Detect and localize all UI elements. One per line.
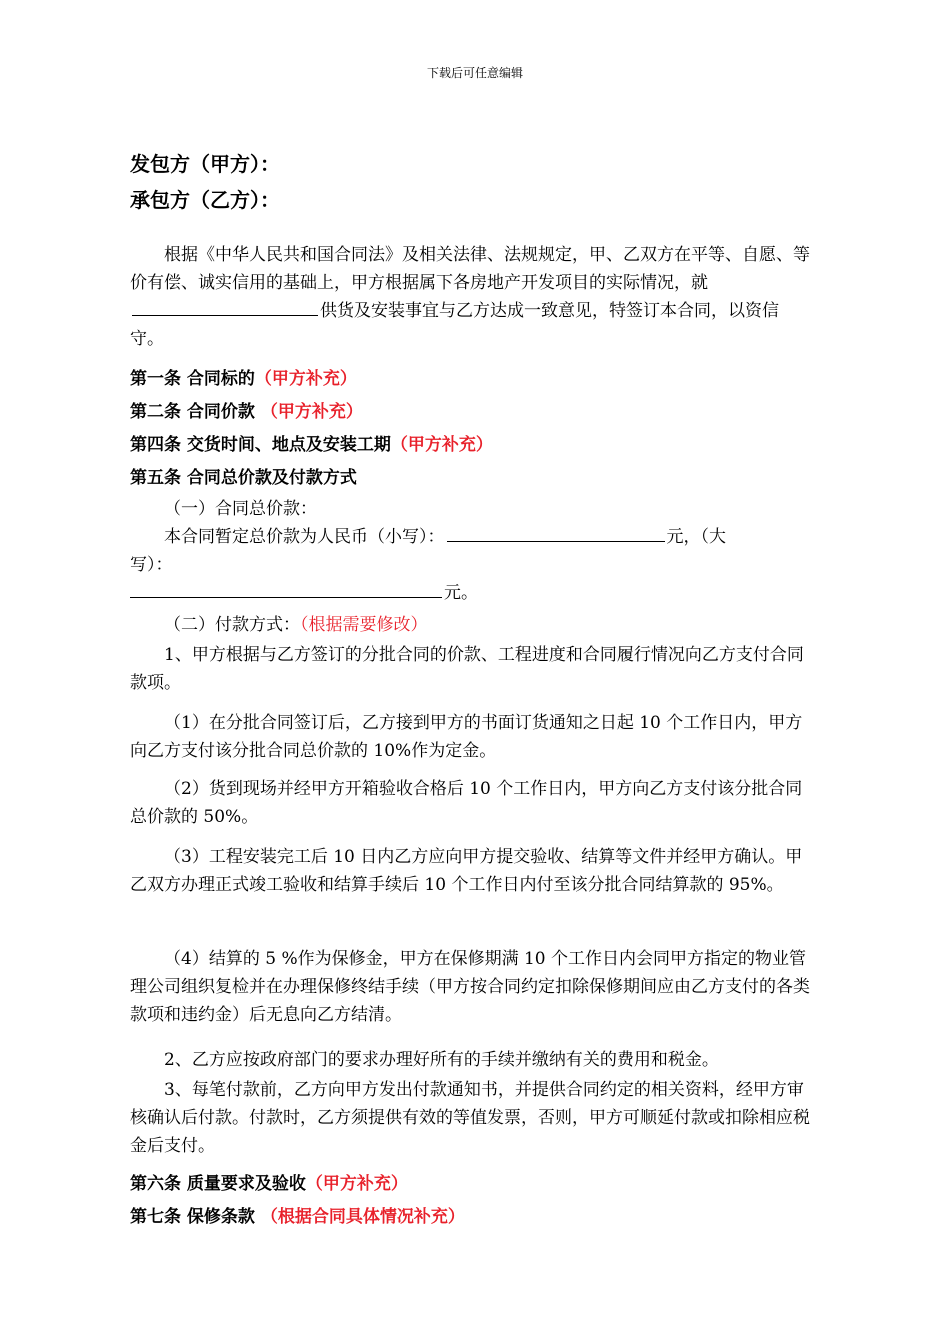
payment-heading: （二）付款方式： [164,615,300,635]
article-4-note: （甲方补充） [390,435,493,455]
payment-item-3: 3、每笔付款前，乙方向甲方发出付款通知书，并提供合同约定的相关资料，经甲方审核确认后付款。付款时，乙方须提供有效的等值发票，否则，甲方可顺延付款或扣除相应税金后支付。 [130,1080,810,1156]
article-5-title: 第五条 合同总价款及付款方式 [130,468,357,488]
article-1 [130,364,357,389]
price-line-2: 写）： [130,555,173,575]
price-line-3 [130,578,478,603]
article-6-title: 第六条 质量要求及验收 [130,1174,306,1194]
article-2 [130,397,363,422]
payment-item-1-4: （4）结算的 5 %作为保修金，甲方在保修期满 10 个工作日内会同甲方指定的物业管理公司组织复检并在办理保修终结手续（甲方按合同约定扣除保修期间应由乙方支付的各类款项和违约金）后无息向乙方结清。 [130,949,810,1025]
price-small-blank[interactable] [447,523,665,542]
article-2-note: （甲方补充） [260,402,363,422]
price-unit-2: 元。 [444,583,478,603]
article-6-note: （甲方补充） [305,1174,408,1194]
payment-item-1-3: （3）工程安装完工后 10 日内乙方应向甲方提交验收、结算等文件并经甲方确认。甲乙双方办理正式竣工验收和结算手续后 10 个工作日内付至该分批合同结算款的 95%。 [130,847,803,895]
party-a-label: 发包方（甲方）： [130,152,280,176]
article-7 [130,1202,465,1227]
payment-item-2: 2、乙方应按政府部门的要求办理好所有的手续并缴纳有关的费用和税金。 [164,1050,719,1070]
project-name-blank[interactable] [132,297,318,316]
intro-text-1: 根据《中华人民共和国合同法》及相关法律、法规规定，甲、乙双方在平等、自愿、等价有偿、诚实信用的基础上，甲方根据属下各房地产开发项目的实际情况，就 [130,245,810,293]
price-heading: （一）合同总价款： [164,499,317,519]
article-7-note: （根据合同具体情况补充） [260,1207,465,1227]
price-small-label: 本合同暂定总价款为人民币（小写）： [164,527,445,547]
article-1-title: 第一条 合同标的 [130,369,255,389]
price-unit: 元，（大 [666,527,726,547]
page-header: 下载后可任意编辑 [426,66,523,80]
payment-item-1-1: （1）在分批合同签订后，乙方接到甲方的书面订货通知之日起 10 个工作日内，甲方向乙方支付该分批合同总价款的 10%作为定金。 [130,713,803,761]
article-4 [130,430,493,455]
price-line-1 [164,522,726,547]
payment-note: （根据需要修改） [300,615,428,635]
party-b-label: 承包方（乙方）： [130,188,280,212]
payment-item-1-2: （2）货到现场并经甲方开箱验收合格后 10 个工作日内，甲方向乙方支付该分批合同总价款的 50%。 [130,779,803,827]
payment-item-1: 1、甲方根据与乙方签订的分批合同的价款、工程进度和合同履行情况向乙方支付合同款项。 [130,645,804,693]
article-1-note: （甲方补充） [254,369,357,389]
article-4-title: 第四条 交货时间、地点及安装工期 [130,435,391,455]
article-6 [130,1169,408,1194]
intro-text-2: 供货及安装事宜与乙方达成一致意见，特签订本合同，以资信守。 [130,301,779,349]
payment-heading-line [164,610,428,635]
article-2-title: 第二条 合同价款 [130,402,261,422]
price-capital-blank[interactable] [130,579,442,598]
intro-paragraph [130,241,810,353]
article-7-title: 第七条 保修条款 [130,1207,261,1227]
